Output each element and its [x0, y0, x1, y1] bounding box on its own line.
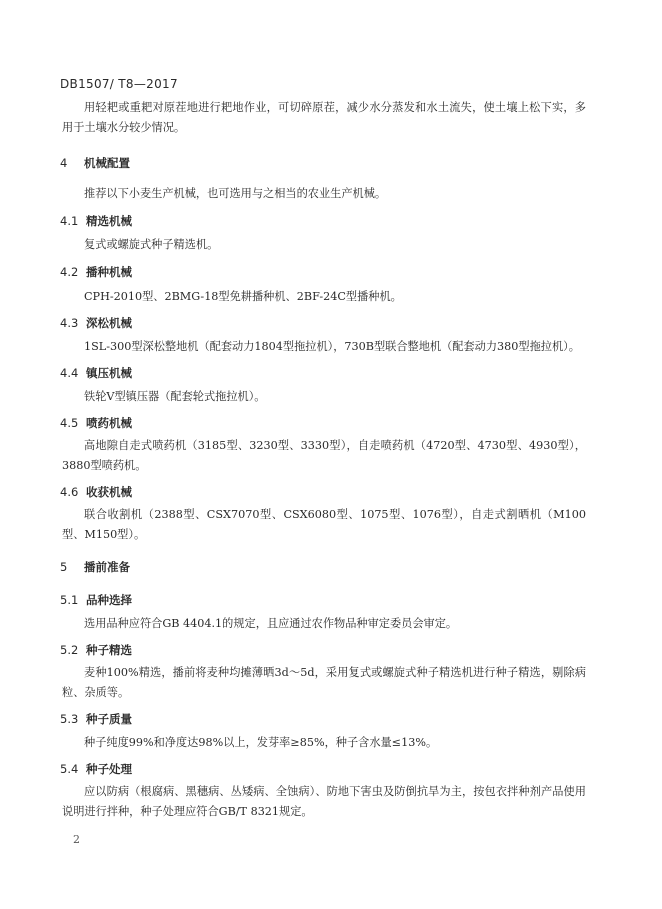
subsection-4-3-heading: 4.3 深松机械 — [60, 316, 132, 330]
subsection-4-5-text: 高地隙自走式喷药机（3185型、3230型、3330型），自走喷药机（4720型、4730型、4930型），3880型喷药机。 — [62, 439, 586, 472]
document-code: DB1507/ T8—2017 — [60, 77, 178, 91]
subsection-5-2-text: 麦种100%精选，播前将麦种均摊薄晒3d～5d，采用复式或螺旋式种子精选机进行种子精选，剔除病粒、杂质等。 — [62, 666, 586, 699]
subsection-5-3-heading: 5.3 种子质量 — [60, 712, 132, 726]
subsection-5-1-heading: 5.1 品种选择 — [60, 593, 132, 607]
subsection-4-6-text: 联合收割机（2388型、CSX7070型、CSX6080型、1075型、1076型），自走式割晒机（M100型、M150型）。 — [62, 508, 586, 541]
section-5-heading — [60, 559, 130, 575]
subsection-4-4-text: 铁轮V型镇压器（配套轮式拖拉机）。 — [84, 390, 266, 403]
subsection-4-2-text: CPH-2010型、2BMG-18型免耕播种机、2BF-24C型播种机。 — [84, 290, 402, 303]
subsection-4-6-heading: 4.6 收获机械 — [60, 485, 132, 499]
subsection-4-4-heading: 4.4 镇压机械 — [60, 366, 132, 380]
subsection-4-2-heading: 4.2 播种机械 — [60, 265, 132, 279]
section-number: 4 — [60, 156, 68, 170]
subsection-5-4-text: 应以防病（根腐病、黑穗病、丛矮病、全蚀病）、防地下害虫及防倒抗旱为主，按包衣拌种剂产品使用说明进行拌种，种子处理应符合GB/T 8321规定。 — [62, 785, 586, 818]
page-number: 2 — [73, 833, 80, 846]
section-title: 机械配置 — [84, 156, 130, 170]
subsection-4-5-heading: 4.5 喷药机械 — [60, 416, 132, 430]
subsection-4-1-heading: 4.1 精选机械 — [60, 214, 132, 228]
subsection-4-3-text: 1SL-300型深松整地机（配套动力1804型拖拉机），730B型联合整地机（配套动力380型拖拉机）。 — [84, 340, 580, 353]
intro-paragraph: 用轻耙或重耙对原茬地进行耙地作业，可切碎原茬，减少水分蒸发和水土流失，使土壤上松下实，多用于土壤水分较少情况。 — [62, 101, 586, 134]
subsection-4-1-text: 复式或螺旋式种子精选机。 — [84, 238, 219, 251]
section-number: 5 — [60, 560, 68, 574]
section-4-heading — [60, 155, 130, 171]
subsection-5-1-text: 选用品种应符合GB 4404.1的规定，且应通过农作物品种审定委员会审定。 — [84, 617, 458, 630]
subsection-5-2-heading: 5.2 种子精选 — [60, 643, 132, 657]
section-title: 播前准备 — [84, 560, 130, 574]
subsection-5-4-heading: 5.4 种子处理 — [60, 762, 132, 776]
subsection-5-3-text: 种子纯度99%和净度达98%以上，发芽率≥85%，种子含水量≤13%。 — [84, 736, 438, 749]
section-4-intro: 推荐以下小麦生产机械，也可选用与之相当的农业生产机械。 — [84, 187, 387, 200]
